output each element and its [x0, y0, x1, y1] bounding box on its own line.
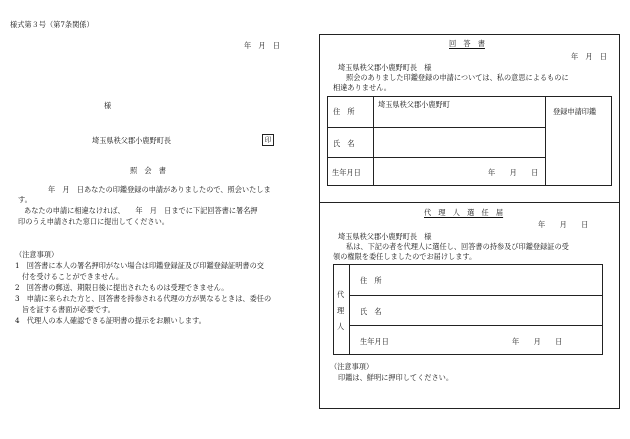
note-2: 2 回答書の郵送、期限日後に提出されたものは受理できません。 [15, 283, 229, 292]
sender-mayor: 埼玉県秩父郡小鹿野町長 [92, 136, 172, 145]
reply-label-birth: 生年月日 [332, 168, 361, 177]
seal-header: 登録申請印鑑 [553, 107, 597, 116]
addressee-suffix: 様 [104, 101, 112, 110]
notes-heading: （注意事項） [15, 250, 59, 259]
inquiry-body-line-1: 年 月 日あなたの印鑑登録の申請がありましたので、照会いたしま [48, 185, 271, 194]
section-divider [319, 202, 620, 203]
proxy-label-birth: 生年月日 [360, 337, 389, 346]
note-1: 1 回答書に本人の署名押印がない場合は印鑑登録証及び印鑑登録証明書の交 [15, 261, 264, 270]
reply-birth-value[interactable]: 年 月 日 [488, 168, 539, 177]
proxy-birth-value[interactable]: 年 月 日 [512, 337, 563, 346]
reply-date: 年 月 日 [571, 52, 607, 61]
reply-body-line-2: 相違ありません。 [333, 83, 391, 92]
proxy-date: 年 月 日 [538, 220, 589, 229]
proxy-side-1: 代 [337, 290, 345, 299]
proxy-title: 代 理 人 選 任 届 [424, 208, 504, 217]
reply-label-address: 住 所 [333, 107, 355, 116]
inquiry-body-line-4: 印のうえ申請された窓口に提出してください。 [18, 217, 169, 226]
reply-address-value[interactable]: 埼玉県秩父郡小鹿野町 [378, 100, 450, 109]
proxy-addressee: 埼玉県秩父郡小鹿野町長 様 [338, 232, 432, 241]
note-4: 4 代理人の本人確認できる証明書の提示をお願いします。 [15, 316, 206, 325]
proxy-label-name: 氏 名 [360, 307, 382, 316]
note-3-cont: 旨を証する書面が必要です。 [22, 305, 115, 314]
reply-title: 回 答 書 [449, 39, 485, 48]
proxy-side-2: 理 [337, 306, 345, 315]
note-3: 3 申請に来られた方と、回答書を持参される代理の方が異なるときは、委任の [15, 294, 272, 303]
inquiry-body-line-2: す。 [18, 195, 32, 204]
proxy-notes-heading: （注意事項） [330, 362, 374, 371]
reply-body-line-1: 照会のありました印鑑登録の申請については、私の意思によるものに [346, 73, 569, 82]
proxy-body-line-2: 領の権限を委任しましたのでお届けします。 [333, 252, 477, 261]
proxy-body-line-1: 私は、下記の者を代理人に選任し、回答書の持参及び印鑑登録証の受 [346, 242, 569, 251]
inquiry-title: 照 会 書 [130, 166, 166, 175]
proxy-note: 印鑑は、鮮明に押印してください。 [338, 373, 454, 382]
reply-addressee: 埼玉県秩父郡小鹿野町長 様 [338, 63, 432, 72]
inquiry-body-line-3: あなたの申請に相違なければ、 年 月 日までに下記回答書に署名押 [24, 206, 258, 215]
proxy-side-3: 人 [337, 322, 345, 331]
form-number: 様式第３号（第7条関係） [10, 20, 94, 29]
proxy-label-address: 住 所 [360, 276, 382, 285]
seal-mark: 印 [262, 134, 274, 146]
reply-label-name: 氏 名 [333, 139, 355, 148]
left-date: 年 月 日 [244, 41, 280, 50]
note-1-cont: 付を受けることができません。 [22, 272, 124, 281]
